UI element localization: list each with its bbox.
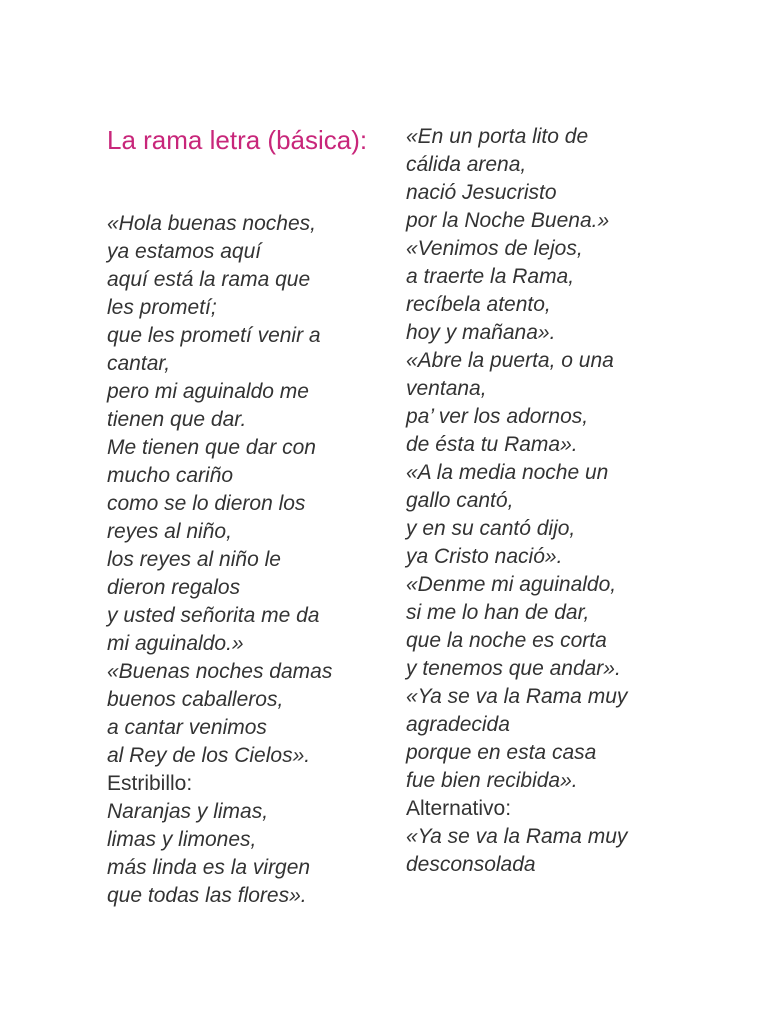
lyric-line: «Ya se va la Rama muy	[406, 685, 628, 708]
lyric-line: a traerte la Rama,	[406, 265, 575, 288]
lyric-line: desconsolada	[406, 853, 536, 876]
lyric-line: por la Noche Buena.»	[406, 209, 610, 232]
lyric-line: «En un porta lito de	[406, 125, 589, 148]
lyric-line: y tenemos que andar».	[406, 657, 621, 680]
lyric-line: hoy y mañana».	[406, 321, 556, 344]
lyric-line: «Venimos de lejos,	[406, 237, 583, 260]
lyric-line: fue bien recibida».	[406, 769, 578, 792]
lyrics-left-column	[107, 210, 332, 910]
lyric-line: al Rey de los Cielos».	[107, 744, 311, 767]
lyric-line: y usted señorita me da	[107, 604, 320, 627]
lyric-line: buenos caballeros,	[107, 688, 284, 711]
lyric-line: dieron regalos	[107, 576, 241, 599]
lyric-line: gallo cantó,	[406, 489, 514, 512]
lyric-line: les prometí;	[107, 296, 217, 319]
lyric-line: recíbela atento,	[406, 293, 551, 316]
lyric-line: cálida arena,	[406, 153, 527, 176]
lyric-line: cantar,	[107, 352, 171, 375]
lyric-line: de ésta tu Rama».	[406, 433, 578, 456]
lyric-line: como se lo dieron los	[107, 492, 306, 515]
lyric-line: nació Jesucristo	[406, 181, 557, 204]
lyric-line: que la noche es corta	[406, 629, 607, 652]
lyric-line: «Hola buenas noches,	[107, 212, 316, 235]
lyric-line: Naranjas y limas,	[107, 800, 269, 823]
lyric-line: los reyes al niño le	[107, 548, 281, 571]
lyric-line: mucho cariño	[107, 464, 234, 487]
lyric-line: que les prometí venir a	[107, 324, 321, 347]
lyric-line: porque en esta casa	[406, 741, 597, 764]
lyric-line: Me tienen que dar con	[107, 436, 316, 459]
page-title: La rama letra (básica):	[107, 125, 368, 155]
section-heading: Estribillo:	[107, 772, 193, 795]
lyric-line: «Denme mi aguinaldo,	[406, 573, 617, 596]
lyric-line: «A la media noche un	[406, 461, 609, 484]
lyric-line: y en su cantó dijo,	[406, 517, 576, 540]
lyric-line: «Buenas noches damas	[107, 660, 333, 683]
lyrics-right-column	[406, 123, 627, 879]
lyric-line: agradecida	[406, 713, 510, 736]
lyric-line: pero mi aguinaldo me	[107, 380, 309, 403]
lyric-line: mi aguinaldo.»	[107, 632, 244, 655]
lyric-line: limas y limones,	[107, 828, 257, 851]
lyric-line: pa’ ver los adornos,	[406, 405, 589, 428]
lyric-line: aquí está la rama que	[107, 268, 311, 291]
lyric-line: ya Cristo nació».	[406, 545, 563, 568]
lyric-line: ventana,	[406, 377, 487, 400]
lyric-line: tienen que dar.	[107, 408, 247, 431]
lyric-line: «Ya se va la Rama muy	[406, 825, 628, 848]
lyric-line: a cantar venimos	[107, 716, 267, 739]
lyric-line: reyes al niño,	[107, 520, 232, 543]
lyric-line: que todas las flores».	[107, 884, 307, 907]
section-heading: Alternativo:	[406, 797, 512, 820]
lyric-line: ya estamos aquí	[107, 240, 262, 263]
lyric-line: si me lo han de dar,	[406, 601, 590, 624]
lyric-line: más linda es la virgen	[107, 856, 311, 879]
lyric-line: «Abre la puerta, o una	[406, 349, 614, 372]
